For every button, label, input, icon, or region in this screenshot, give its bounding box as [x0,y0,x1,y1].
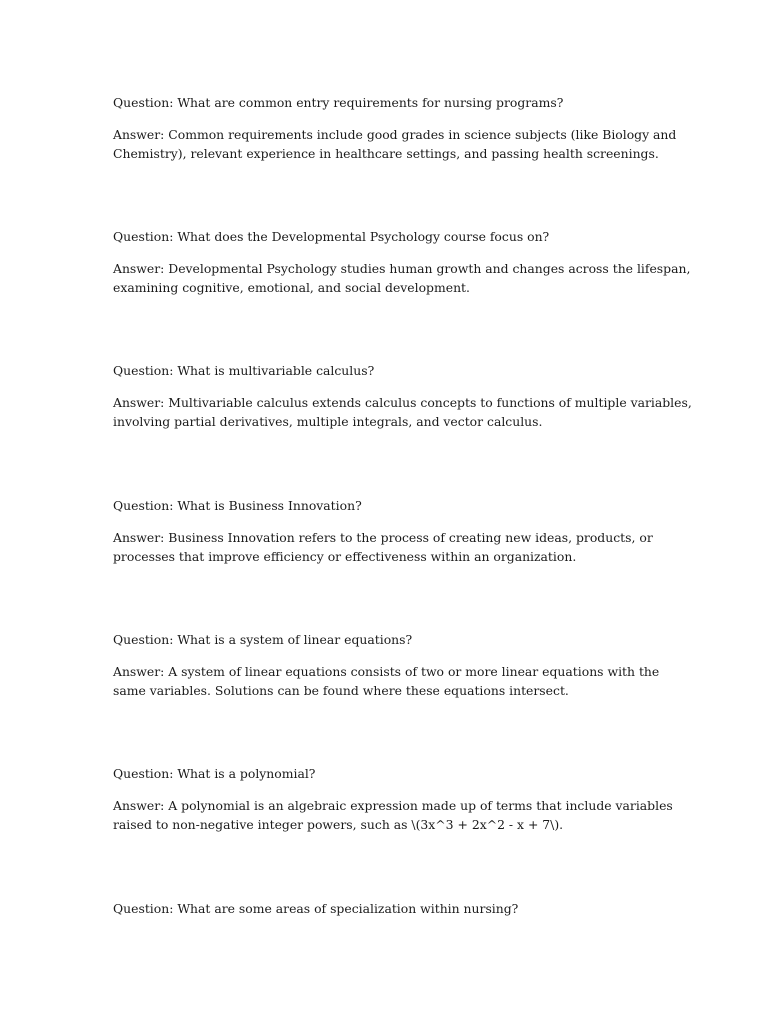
question-text: Question: What is Business Innovation? [113,498,362,513]
answer-text [113,529,673,566]
answer-text [113,126,677,163]
answer-line: Answer: Business Innovation refers to the process of creating new ideas, products, or [113,530,653,545]
question-text: Question: What is a polynomial? [113,766,316,781]
question-text: Question: What is a system of linear equations? [113,632,413,647]
answer-line: Chemistry), relevant experience in healthcare settings, and passing health screenings. [113,145,659,161]
question-text: Question: What are some areas of specialization within nursing? [113,901,519,916]
qa-item [113,362,692,431]
qa-item [113,228,691,297]
answer-text [113,394,692,431]
question-text: Question: What is multivariable calculus? [113,363,375,378]
answer-line: examining cognitive, emotional, and social development. [113,279,470,295]
qa-item [113,497,673,566]
answer-line: same variables. Solutions can be found where these equations intersect. [113,682,569,698]
qa-item [113,631,673,700]
qa-item [113,94,677,163]
answer-line: raised to non-negative integer powers, such as \(3x^3 + 2x^2 - x + 7\). [113,816,564,832]
question-text: Question: What are common entry requirements for nursing programs? [113,95,564,110]
answer-line: Answer: A system of linear equations consists of two or more linear equations with the [113,664,660,679]
qa-item [113,900,673,918]
answer-line: Answer: Developmental Psychology studies human growth and changes across the lifespan, [113,261,691,276]
answer-text [113,260,691,297]
answer-line: Answer: Multivariable calculus extends calculus concepts to functions of multiple variables, [113,395,692,410]
answer-text [113,797,673,834]
answer-line: processes that improve efficiency or effectiveness within an organization. [113,548,577,564]
answer-line: Answer: A polynomial is an algebraic expression made up of terms that include variables [113,798,673,813]
question-text: Question: What does the Developmental Psychology course focus on? [113,229,550,244]
answer-text [113,663,673,700]
answer-line: involving partial derivatives, multiple integrals, and vector calculus. [113,413,543,429]
qa-item [113,765,673,834]
answer-line: Answer: Common requirements include good grades in science subjects (like Biology and [113,127,677,142]
